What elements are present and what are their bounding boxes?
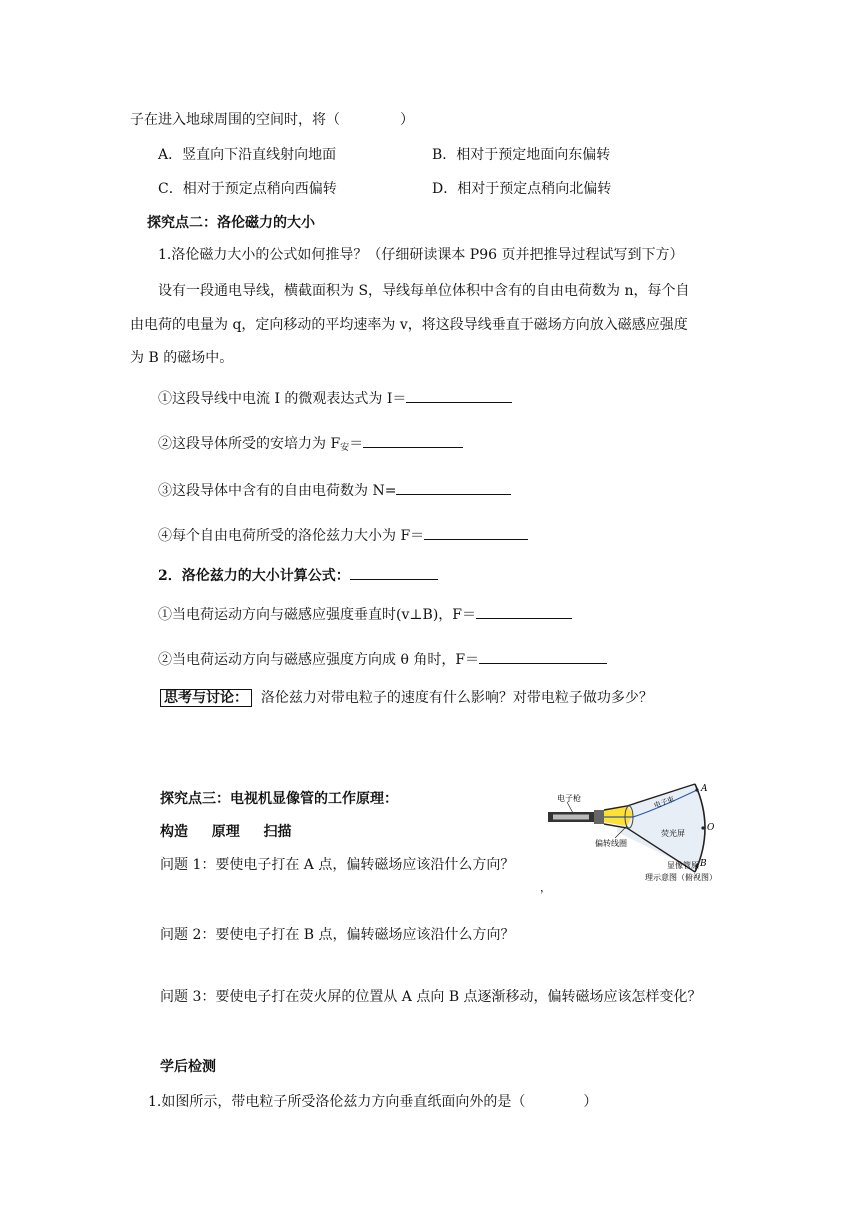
section3-keywords: 构造 原理 扫描 — [160, 824, 292, 840]
label-electron-gun: 电子枪 — [557, 794, 581, 803]
question-intro: 子在进入地球周围的空间时，将（ ） — [130, 112, 414, 128]
test-question1: 1.如图所示，带电粒子所受洛伦兹力方向垂直纸面向外的是（ ） — [148, 1094, 598, 1110]
answer-blank[interactable] — [396, 479, 511, 495]
option-a: A．竖直向下沿直线射向地面 — [158, 147, 337, 163]
stray-comma: ， — [540, 881, 551, 894]
option-c: C．相对于预定点稍向西偏转 — [158, 181, 337, 197]
option-d: D．相对于预定点稍向北偏转 — [432, 181, 612, 197]
label-point-b: B — [700, 859, 707, 869]
label-point-a: A — [701, 784, 708, 794]
label-point-o: O — [707, 823, 715, 833]
section2-question1: 1.洛伦磁力大小的公式如何推导？（仔细研读课本 P96 页并把推导过程试写到下方） — [158, 247, 684, 263]
step3-charge-count: ③这段导体中含有的自由电荷数为 N= — [158, 479, 511, 501]
section4-title: 学后检测 — [160, 1059, 216, 1075]
section2-question2: 2．洛伦兹力的大小计算公式： — [158, 564, 438, 586]
answer-blank[interactable] — [476, 603, 572, 619]
section2-paragraph-line1: 设有一段通电导线，横截面积为 S，导线每单位体积中含有的自由电荷数为 n，每个自 — [158, 283, 690, 299]
formula-angle-theta: ②当电荷运动方向与磁感应强度方向成 θ 角时，F＝ — [158, 648, 607, 670]
option-b: B．相对于预定地面向东偏转 — [432, 147, 611, 163]
answer-blank[interactable] — [424, 524, 528, 540]
answer-blank[interactable] — [350, 564, 438, 580]
electron-gun-core — [553, 815, 589, 820]
step1-current-expression: ①这段导线中电流 I 的微观表达式为 I＝ — [158, 387, 512, 409]
gun-pointer — [567, 802, 573, 813]
section2-title: 探究点二：洛伦磁力的大小 — [147, 215, 315, 231]
section3-title: 探究点三：电视机显像管的工作原理： — [160, 791, 398, 807]
think-and-discuss: 思考与讨论： 洛伦兹力对带电粒子的速度有什么影响？对带电粒子做功多少？ — [160, 688, 653, 708]
label-caption-line1: 显像管原 — [667, 861, 699, 870]
answer-blank[interactable] — [406, 387, 512, 403]
label-caption-line2: 理示意图（俯视图） — [645, 873, 717, 882]
crt-diagram — [545, 780, 730, 886]
label-screen: 荧光屏 — [661, 829, 685, 838]
think-label: 思考与讨论： — [160, 689, 252, 707]
point-a-dot — [695, 788, 698, 791]
step2-ampere-force: ②这段导体所受的安培力为 $F_安=$ — [158, 432, 463, 458]
answer-blank[interactable] — [479, 648, 607, 664]
label-electron-beam: 电子束 — [652, 795, 676, 810]
step4-lorentz-force: ④每个自由电荷所受的洛伦兹力大小为 F＝ — [158, 524, 528, 546]
answer-blank[interactable] — [363, 432, 463, 448]
section2-paragraph-line2: 由电荷的电量为 q，定向移动的平均速率为 v，将这段导线垂直于磁场方向放入磁感应强度 — [130, 317, 688, 333]
section3-question2: 问题 2：要使电子打在 B 点，偏转磁场应该沿什么方向？ — [160, 927, 515, 943]
label-deflection-coil: 偏转线圈 — [595, 839, 627, 848]
section2-paragraph-line3: 为 B 的磁场中。 — [130, 350, 234, 366]
formula-perpendicular: ①当电荷运动方向与磁感应强度垂直时(v⊥B)，F＝ — [158, 603, 572, 625]
section3-question1: 问题 1：要使电子打在 A 点，偏转磁场应该沿什么方向？ — [160, 857, 515, 873]
point-o-dot — [701, 826, 704, 829]
electron-gun-nozzle — [594, 810, 604, 824]
section3-question3: 问题 3：要使电子打在荧火屏的位置从 A 点向 B 点逐渐移动，偏转磁场应该怎样变化？ — [160, 989, 702, 1005]
